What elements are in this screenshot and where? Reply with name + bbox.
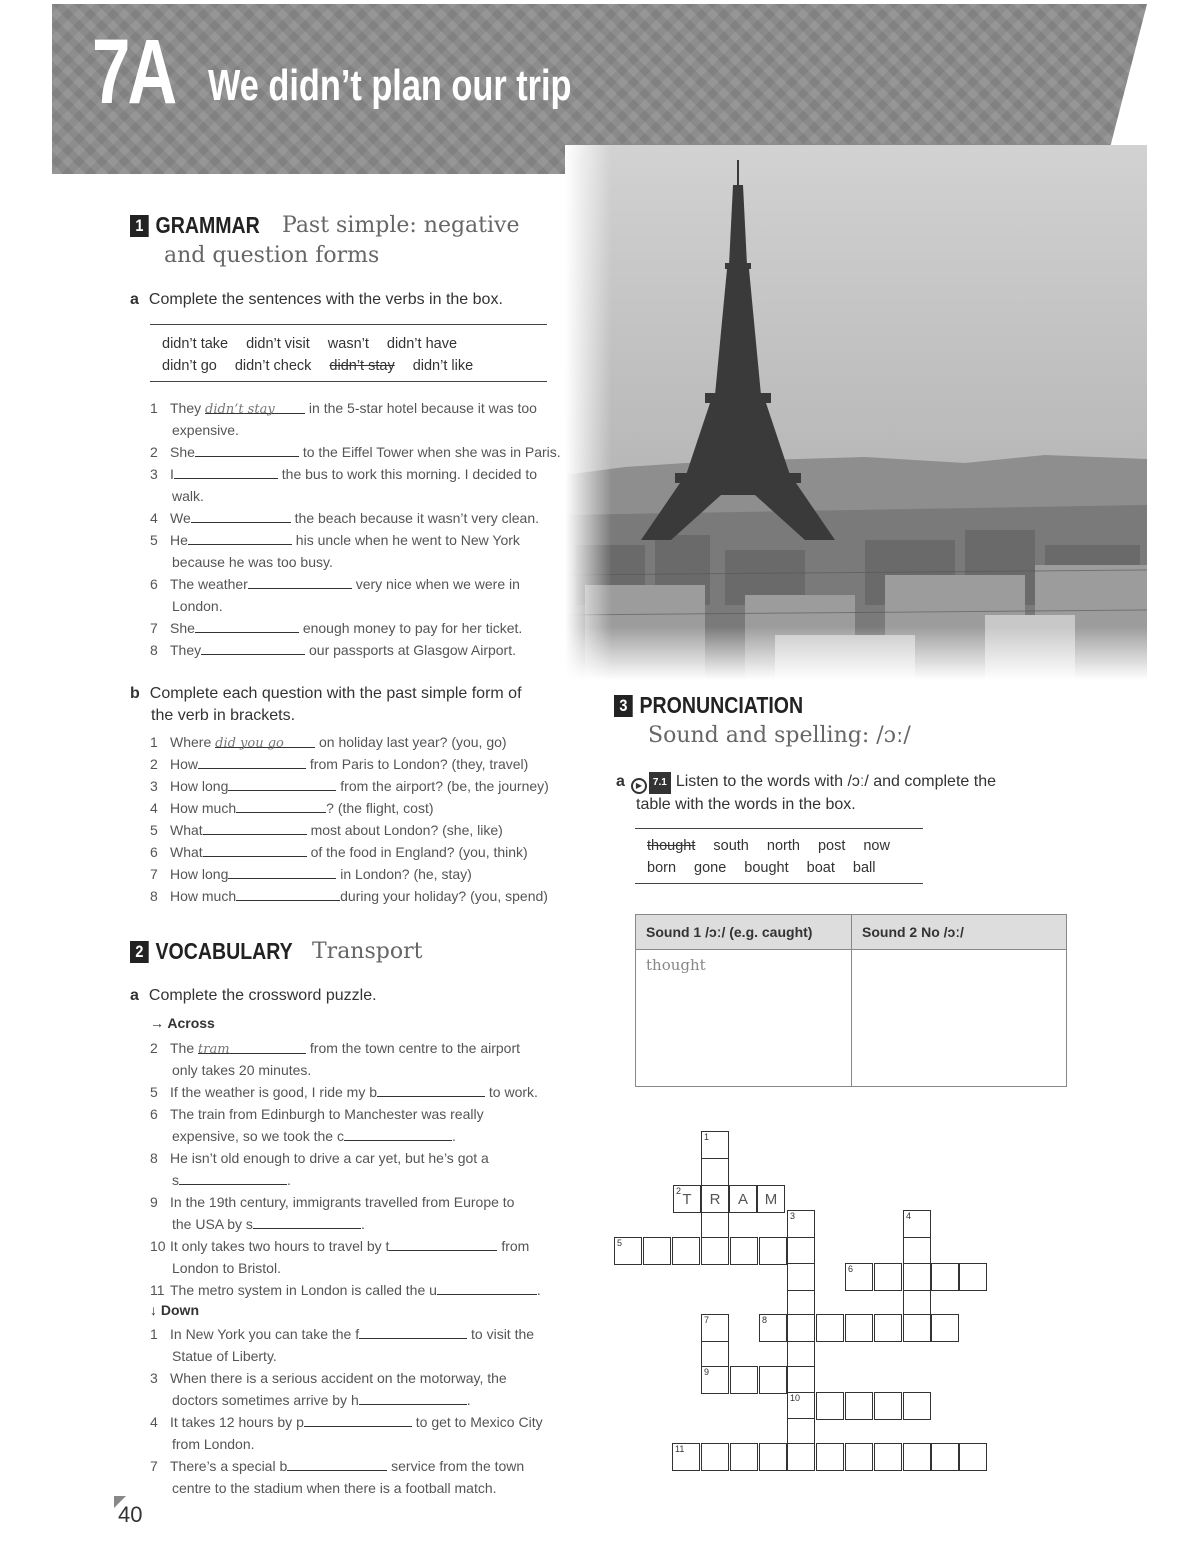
answer-blank[interactable] <box>236 798 326 813</box>
item-continuation: London. <box>172 598 223 614</box>
crossword-cell[interactable] <box>874 1392 902 1420</box>
crossword-cell[interactable] <box>730 1237 758 1265</box>
crossword-cell[interactable] <box>787 1314 815 1342</box>
grammar-subtitle-2: and question forms <box>164 243 380 268</box>
clue-continuation: only takes 20 minutes. <box>172 1062 312 1078</box>
answer-blank[interactable] <box>359 1390 467 1405</box>
pronunciation-label: PRONUNCIATION <box>639 692 804 718</box>
crossword-cell[interactable] <box>903 1263 931 1291</box>
crossword-cell[interactable] <box>730 1443 758 1471</box>
section-number: 3 <box>614 695 633 717</box>
clue-continuation: Statue of Liberty. <box>172 1348 277 1364</box>
crossword-cell[interactable]: A <box>729 1185 757 1213</box>
crossword-cell[interactable]: 9 <box>701 1366 729 1394</box>
clue-continuation: London to Bristol. <box>172 1260 281 1276</box>
crossword-cell[interactable] <box>643 1237 671 1265</box>
grammar-a-item: 6 The weather very nice when we were in <box>150 576 520 592</box>
across-clue: 2 The tram from the town centre to the airport <box>150 1040 521 1057</box>
grammar-label: GRAMMAR <box>155 212 260 238</box>
crossword-cell[interactable] <box>701 1212 729 1240</box>
answer-blank[interactable] <box>253 1214 361 1229</box>
crossword-cell[interactable] <box>931 1443 959 1471</box>
crossword-cell[interactable] <box>874 1443 902 1471</box>
answer-blank[interactable] <box>195 618 299 633</box>
eiffel-tower-photo <box>565 145 1147 680</box>
crossword-cell[interactable] <box>701 1158 729 1186</box>
crossword-cell[interactable] <box>759 1366 787 1394</box>
down-clue: 7 There’s a special b service from the town <box>150 1458 525 1474</box>
answer-blank[interactable] <box>359 1324 467 1339</box>
crossword-cell[interactable] <box>845 1443 873 1471</box>
answer-blank[interactable] <box>389 1236 497 1251</box>
grammar-b-item: 1 Where did you go on holiday last year? (you, go) <box>150 734 507 751</box>
crossword-cell[interactable] <box>759 1237 787 1265</box>
crossword-cell[interactable] <box>787 1443 815 1471</box>
crossword-cell[interactable] <box>787 1341 815 1369</box>
eiffel-tower-illustration <box>565 145 1147 680</box>
crossword-cell[interactable]: 2 T <box>673 1185 701 1213</box>
sound2-header: Sound 2 No /ɔː/ <box>852 915 1067 950</box>
item-continuation: walk. <box>172 488 204 504</box>
answer-blank[interactable] <box>304 1412 412 1427</box>
grammar-b-item: 5 What most about London? (she, like) <box>150 822 503 838</box>
across-clue: 11 The metro system in London is called the u . <box>150 1282 541 1298</box>
crossword-cell[interactable]: 4 <box>903 1210 931 1238</box>
crossword-cell[interactable] <box>959 1443 987 1471</box>
crossword-cell[interactable] <box>931 1263 959 1291</box>
vocabulary-heading <box>130 938 293 965</box>
answer-blank[interactable]: didn’t stay <box>205 399 305 414</box>
crossword-cell[interactable] <box>816 1314 844 1342</box>
crossword-cell[interactable] <box>701 1341 729 1369</box>
pronunciation-a-instruction: a ▶ 7.1 Listen to the words with /ɔː/ and complete the table with the words in the box. <box>616 773 996 813</box>
answer-blank[interactable] <box>287 1456 387 1471</box>
page-number: 40 <box>118 1502 143 1527</box>
grammar-b-instruction: b Complete each question with the past simple form of the verb in brackets. <box>130 685 522 724</box>
grammar-b-item: 6 What of the food in England? (you, think) <box>150 844 528 860</box>
clue-continuation: centre to the stadium when there is a football match. <box>172 1480 497 1496</box>
grammar-a-item: 5 He his uncle when he went to New York <box>150 532 520 548</box>
answer-blank[interactable] <box>203 820 307 835</box>
item-continuation: expensive. <box>172 422 239 438</box>
clue-continuation: the USA by s . <box>172 1216 365 1232</box>
down-label: ↓ Down <box>150 1302 199 1318</box>
crossword-cell[interactable]: 7 <box>701 1314 729 1342</box>
answer-blank[interactable] <box>203 842 307 857</box>
across-clue: 9 In the 19th century, immigrants travelled from Europe to <box>150 1194 515 1210</box>
answer-blank[interactable] <box>228 776 336 791</box>
section-number: 1 <box>130 215 149 237</box>
answer-blank[interactable] <box>174 464 278 479</box>
down-clue: 1 In New York you can take the f to visit the <box>150 1326 535 1342</box>
crossword-cell[interactable] <box>903 1392 931 1420</box>
grammar-b-item: 4 How much ? (the flight, cost) <box>150 800 434 816</box>
down-clue: 4 It takes 12 hours by p to get to Mexico City <box>150 1414 543 1430</box>
answer-blank[interactable] <box>201 640 305 655</box>
crossword-cell[interactable] <box>701 1443 729 1471</box>
crossword-cell[interactable] <box>845 1314 873 1342</box>
crossword-cell[interactable] <box>874 1263 902 1291</box>
vocabulary-label: VOCABULARY <box>155 938 293 964</box>
pronunciation-word-box <box>635 828 923 884</box>
grammar-a-item: 4 We the beach because it wasn’t very clean. <box>150 510 540 526</box>
grammar-b-item: 7 How long in London? (he, stay) <box>150 866 472 882</box>
clue-continuation: expensive, so we took the c . <box>172 1128 456 1144</box>
crossword-cell[interactable]: 3 <box>787 1210 815 1238</box>
down-clue: 3 When there is a serious accident on the motorway, the <box>150 1370 507 1386</box>
grammar-a-instruction: a Complete the sentences with the verbs in the box. <box>130 291 503 308</box>
crossword-cell[interactable] <box>931 1314 959 1342</box>
vocabulary-subtitle: Transport <box>312 939 423 964</box>
grammar-a-item: 3 I the bus to work this morning. I decided to <box>150 466 538 482</box>
crossword-cell[interactable]: 8 <box>759 1314 787 1342</box>
crossword-cell[interactable] <box>787 1263 815 1291</box>
word-box-row: didn’t take didn’t visit wasn’t didn’t have <box>162 336 458 352</box>
across-clue: 5 If the weather is good, I ride my b to work. <box>150 1084 538 1100</box>
word-box-row: didn’t go didn’t check didn’t stay didn’t like <box>162 358 474 374</box>
across-label: → Across <box>150 1015 215 1031</box>
crossword-cell[interactable]: 5 <box>614 1237 642 1265</box>
grammar-b-item: 3 How long from the airport? (be, the journey) <box>150 778 549 794</box>
crossword-cell[interactable] <box>787 1366 815 1394</box>
word-box-row: born gone bought boat ball <box>647 860 876 876</box>
answer-blank[interactable] <box>191 508 291 523</box>
crossword-cell[interactable] <box>874 1314 902 1342</box>
crossword-cell[interactable] <box>903 1443 931 1471</box>
clue-continuation: doctors sometimes arrive by h . <box>172 1392 471 1408</box>
answer-blank[interactable] <box>344 1126 452 1141</box>
audio-play-icon[interactable]: ▶ <box>631 778 647 794</box>
clue-continuation: from London. <box>172 1436 255 1452</box>
item-continuation: because he was too busy. <box>172 554 333 570</box>
answer-blank[interactable] <box>188 530 292 545</box>
crossword-cell[interactable] <box>903 1314 931 1342</box>
crossword-cell[interactable] <box>730 1366 758 1394</box>
grammar-b-item: 2 How from Paris to London? (they, travel) <box>150 756 529 772</box>
answer-blank[interactable] <box>437 1280 537 1295</box>
crossword-cell[interactable]: M <box>757 1185 785 1213</box>
grammar-a-item: 2 She to the Eiffel Tower when she was in Paris. <box>150 444 561 460</box>
crossword-cell[interactable] <box>959 1263 987 1291</box>
section-number: 2 <box>130 941 149 963</box>
crossword-cell[interactable] <box>816 1443 844 1471</box>
crossword-cell[interactable] <box>787 1237 815 1265</box>
answer-blank[interactable] <box>236 886 340 901</box>
crossword-cell[interactable] <box>816 1392 844 1420</box>
pronunciation-subtitle: Sound and spelling: /ɔː/ <box>648 723 911 748</box>
answer-blank[interactable] <box>248 574 352 589</box>
grammar-a-item: 8 They our passports at Glasgow Airport. <box>150 642 517 658</box>
answer-blank[interactable] <box>195 442 299 457</box>
clue-continuation: s . <box>172 1172 291 1188</box>
sound2-cell[interactable] <box>852 950 1067 1087</box>
answer-blank[interactable] <box>198 754 306 769</box>
crossword-cell[interactable] <box>701 1237 729 1265</box>
grammar-b-item: 8 How much during your holiday? (you, spend) <box>150 888 548 904</box>
answer-blank[interactable] <box>228 864 336 879</box>
vocabulary-a-instruction: a Complete the crossword puzzle. <box>130 987 377 1004</box>
crossword-cell[interactable] <box>759 1443 787 1471</box>
word-box-row: thought south north post now <box>647 838 890 854</box>
sound1-header: Sound 1 /ɔː/ (e.g. caught) <box>636 915 852 950</box>
unit-number: 7A <box>92 21 175 123</box>
grammar-subtitle-1: Past simple: negative <box>282 213 520 238</box>
crossword-cell[interactable] <box>845 1392 873 1420</box>
across-clue: 10 It only takes two hours to travel by t from <box>150 1238 530 1254</box>
page-title: We didn’t plan our trip <box>208 61 572 110</box>
crossword-cell[interactable] <box>787 1418 815 1446</box>
answer-blank[interactable] <box>179 1170 287 1185</box>
answer-blank[interactable]: tram <box>198 1039 306 1054</box>
answer-blank[interactable]: did you go <box>215 733 315 748</box>
grammar-a-item: 7 She enough money to pay for her ticket. <box>150 620 523 636</box>
grammar-a-item: 1 They didn’t stay in the 5-star hotel because it was too <box>150 400 537 417</box>
crossword-cell[interactable]: 6 <box>845 1263 873 1291</box>
crossword-cell[interactable]: R <box>701 1185 729 1213</box>
crossword-cell[interactable] <box>903 1237 931 1265</box>
example-word: thought <box>646 956 706 974</box>
grammar-word-box <box>150 324 547 382</box>
crossword-cell[interactable] <box>672 1237 700 1265</box>
answer-blank[interactable] <box>377 1082 485 1097</box>
sound1-cell[interactable] <box>636 950 852 1087</box>
crossword-cell[interactable]: 11 <box>672 1443 700 1471</box>
pronunciation-heading <box>614 692 803 719</box>
across-clue: 8 He isn’t old enough to drive a car yet, but he’s got a <box>150 1150 489 1166</box>
crossword-cell[interactable]: 10 <box>787 1392 815 1420</box>
audio-track-badge: 7.1 <box>649 772 671 794</box>
crossword-cell[interactable]: 1 <box>701 1131 729 1159</box>
grammar-heading <box>130 212 260 239</box>
across-clue: 6 The train from Edinburgh to Manchester was really <box>150 1106 484 1122</box>
sound-table <box>635 914 1067 1087</box>
